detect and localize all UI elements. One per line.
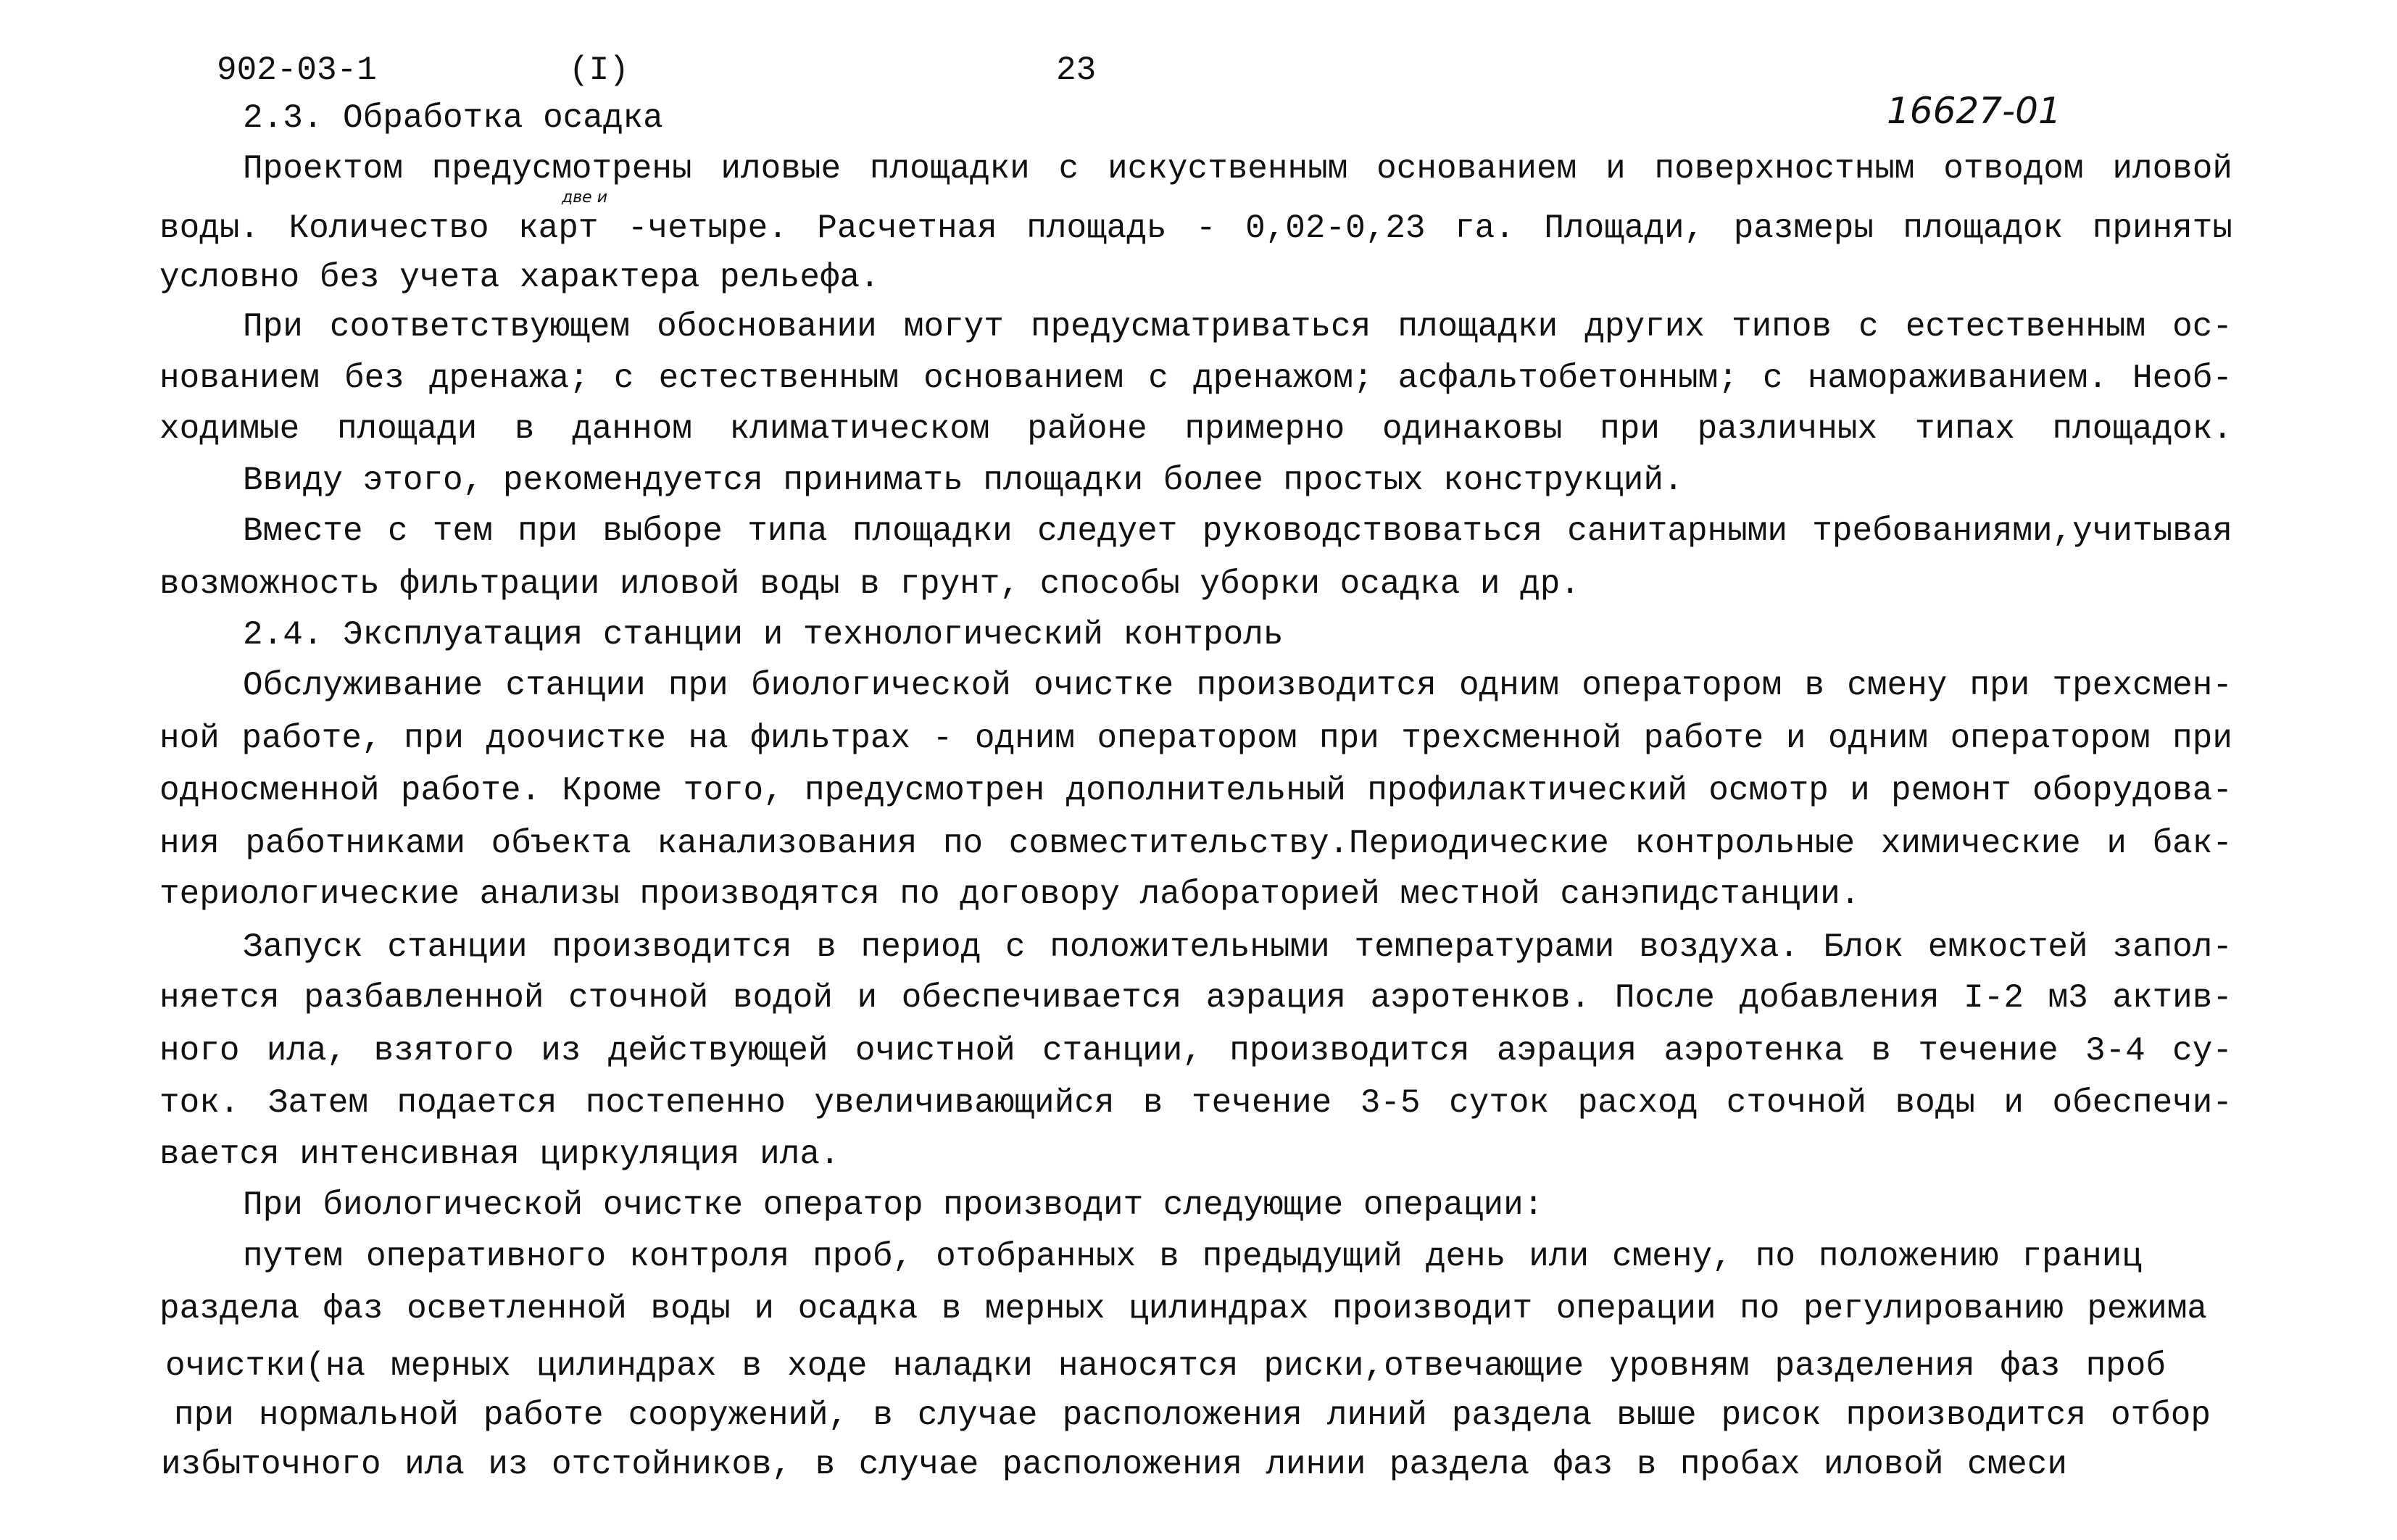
text-line: ток. Затем подается постепенно увеличивающийся в течение 3-5 суток расход сточной воды и обеспечи- — [159, 1084, 2232, 1122]
text-line: Проектом предусмотрены иловые площадки с искуственным основанием и поверхностным отводом иловой — [243, 150, 2232, 188]
text-line: Обслуживание станции при биологической очистке производится одним оператором в смену при трехсмен- — [243, 667, 2232, 704]
text-line: раздела фаз осветленной воды и осадка в мерных цилиндрах производит операции по регулированию режима — [159, 1290, 2207, 1328]
section-heading-2-4: 2.4. Эксплуатация станции и технологический контроль — [243, 616, 1284, 654]
volume-number: (I) — [569, 51, 629, 89]
text-line: Вместе с тем при выборе типа площадки следует руководствоваться санитарными требованиями,учитывая — [243, 512, 2232, 550]
text-line: При биологической очистке оператор производит следующие операции: — [243, 1186, 1544, 1224]
text-line: односменной работе. Кроме того, предусмотрен дополнительный профилактический осмотр и ремонт оборудова- — [159, 772, 2232, 809]
section-heading-2-3: 2.3. Обработка осадка — [243, 99, 663, 137]
handwritten-insert: две и — [562, 188, 608, 207]
text-line: при нормальной работе сооружений, в случае расположения линий раздела выше рисок производится отбор — [174, 1397, 2211, 1434]
text-line: ной работе, при доочистке на фильтрах - одним оператором при трехсменной работе и одним оператором при — [159, 720, 2232, 757]
text-line: ного ила, взятого из действующей очистной станции, производится аэрация аэротенка в течение 3-4 су- — [159, 1032, 2232, 1070]
text-line: Ввиду этого, рекомендуется принимать площадки более простых конструкций. — [243, 462, 1684, 499]
text-line: возможность фильтрации иловой воды в грунт, способы уборки осадка и др. — [159, 565, 1580, 603]
inventory-number: 16627-01 — [1887, 90, 2061, 132]
text-line: избыточного ила из отстойников, в случае расположения линии раздела фаз в пробах иловой смеси — [161, 1446, 2067, 1483]
text-line: Запуск станции производится в период с положительными температурами воздуха. Блок емкостей запол- — [243, 928, 2232, 966]
text-line: воды. Количество карт -четыре. Расчетная площадь - 0,02-0,23 га. Площади, размеры площадок приняты — [159, 209, 2232, 247]
text-line: няется разбавленной сточной водой и обеспечивается аэрация аэротенков. После добавления I-2 м3 актив- — [159, 979, 2232, 1017]
page-number: 23 — [1056, 51, 1097, 89]
document-code: 902-03-1 — [217, 51, 377, 89]
text-line: нованием без дренажа; с естественным основанием с дренажом; асфальтобетонным; с намораживанием. Необ- — [159, 359, 2232, 397]
text-line: вается интенсивная циркуляция ила. — [159, 1136, 840, 1173]
text-line: ходимые площади в данном климатическом районе примерно одинаковы при различных типах площадок. — [159, 410, 2232, 448]
text-line: ния работниками объекта канализования по совместительству.Периодические контрольные химические и бак- — [159, 825, 2232, 862]
text-line: териологические анализы производятся по договору лабораторией местной санэпидстанции. — [159, 875, 1861, 913]
text-line: путем оперативного контроля проб, отобранных в предыдущий день или смену, по положению границ — [243, 1238, 2142, 1275]
text-line: очистки(на мерных цилиндрах в ходе наладки наносятся риски,отвечающие уровням разделения фаз проб — [165, 1347, 2166, 1385]
text-line: условно без учета характера рельефа. — [159, 259, 880, 296]
text-line: При соответствующем обосновании могут предусматриваться площадки других типов с естественным ос- — [243, 308, 2232, 346]
